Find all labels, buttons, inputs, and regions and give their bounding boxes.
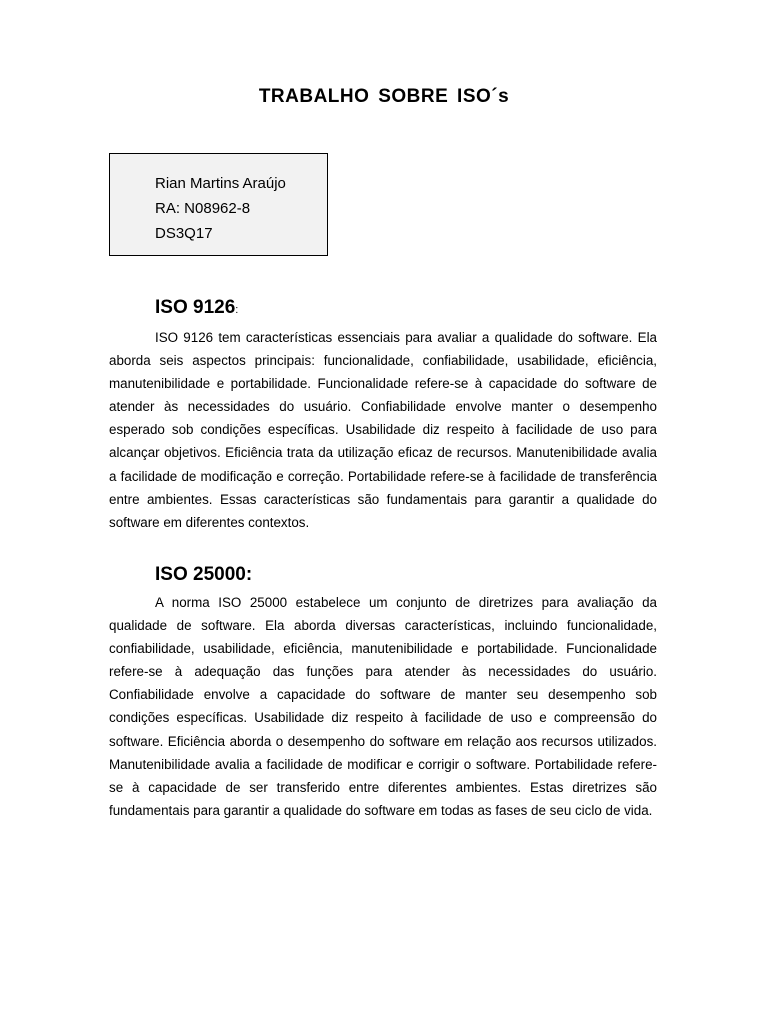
author-ra: RA: N08962-8	[155, 200, 251, 217]
section-heading-text: ISO 25000:	[155, 564, 253, 585]
section-body: ISO 9126 tem características essenciais para avaliar a qualidade do software. Ela aborda seis aspectos principais: funcionalidade, confiabilidade, usabilidade, eficiência, manutenibilidade e portabilidade. Funcionalidade refere-se à capacidade do software de atender às necessidades do usuário. Confiabilidade envolve manter o desempenho esperado sob condições específicas. Usabilidade diz respeito à facilidade de uso para alcançar objetivos. Eficiência trata da utilização eficaz de recursos. Manutenibilidade avalia a facilidade de modificação e correção. Portabilidade refere-se à facilidade de transferência entre ambientes. Essas características são fundamentais para garantir a qualidade do software em diferentes contextos.	[109, 330, 657, 530]
section-iso-9126	[109, 296, 657, 534]
author-info-box	[109, 153, 328, 256]
section-body: A norma ISO 25000 estabelece um conjunto de diretrizes para avaliação da qualidade de software. Ela aborda diversas características, incluindo funcionalidade, confiabilidade, usabilidade, eficiência, manutenibilidade e portabilidade. Funcionalidade refere-se à adequação das funções para atender às necessidades do usuário. Confiabilidade envolve a capacidade do software de manter seu desempenho sob condições específicas. Usabilidade diz respeito à facilidade de uso e compreensão do software. Eficiência aborda o desempenho do software em relação aos recursos utilizados. Manutenibilidade avalia a facilidade de modificar e corrigir o software. Portabilidade refere-se à capacidade de ser transferido entre diferentes ambientes. Estas diretrizes são fundamentais para garantir a qualidade do software em todas as fases de seu ciclo de vida.	[109, 595, 657, 818]
author-class-code: DS3Q17	[155, 225, 213, 242]
section-heading-suffix: :	[235, 304, 239, 316]
author-name: Rian Martins Araújo	[155, 175, 286, 192]
section-iso-25000	[109, 563, 657, 822]
document-title: TRABALHO SOBRE ISO´s	[258, 86, 510, 107]
section-heading	[155, 563, 657, 587]
section-heading-text: ISO 9126	[155, 297, 236, 318]
section-heading	[155, 296, 657, 322]
